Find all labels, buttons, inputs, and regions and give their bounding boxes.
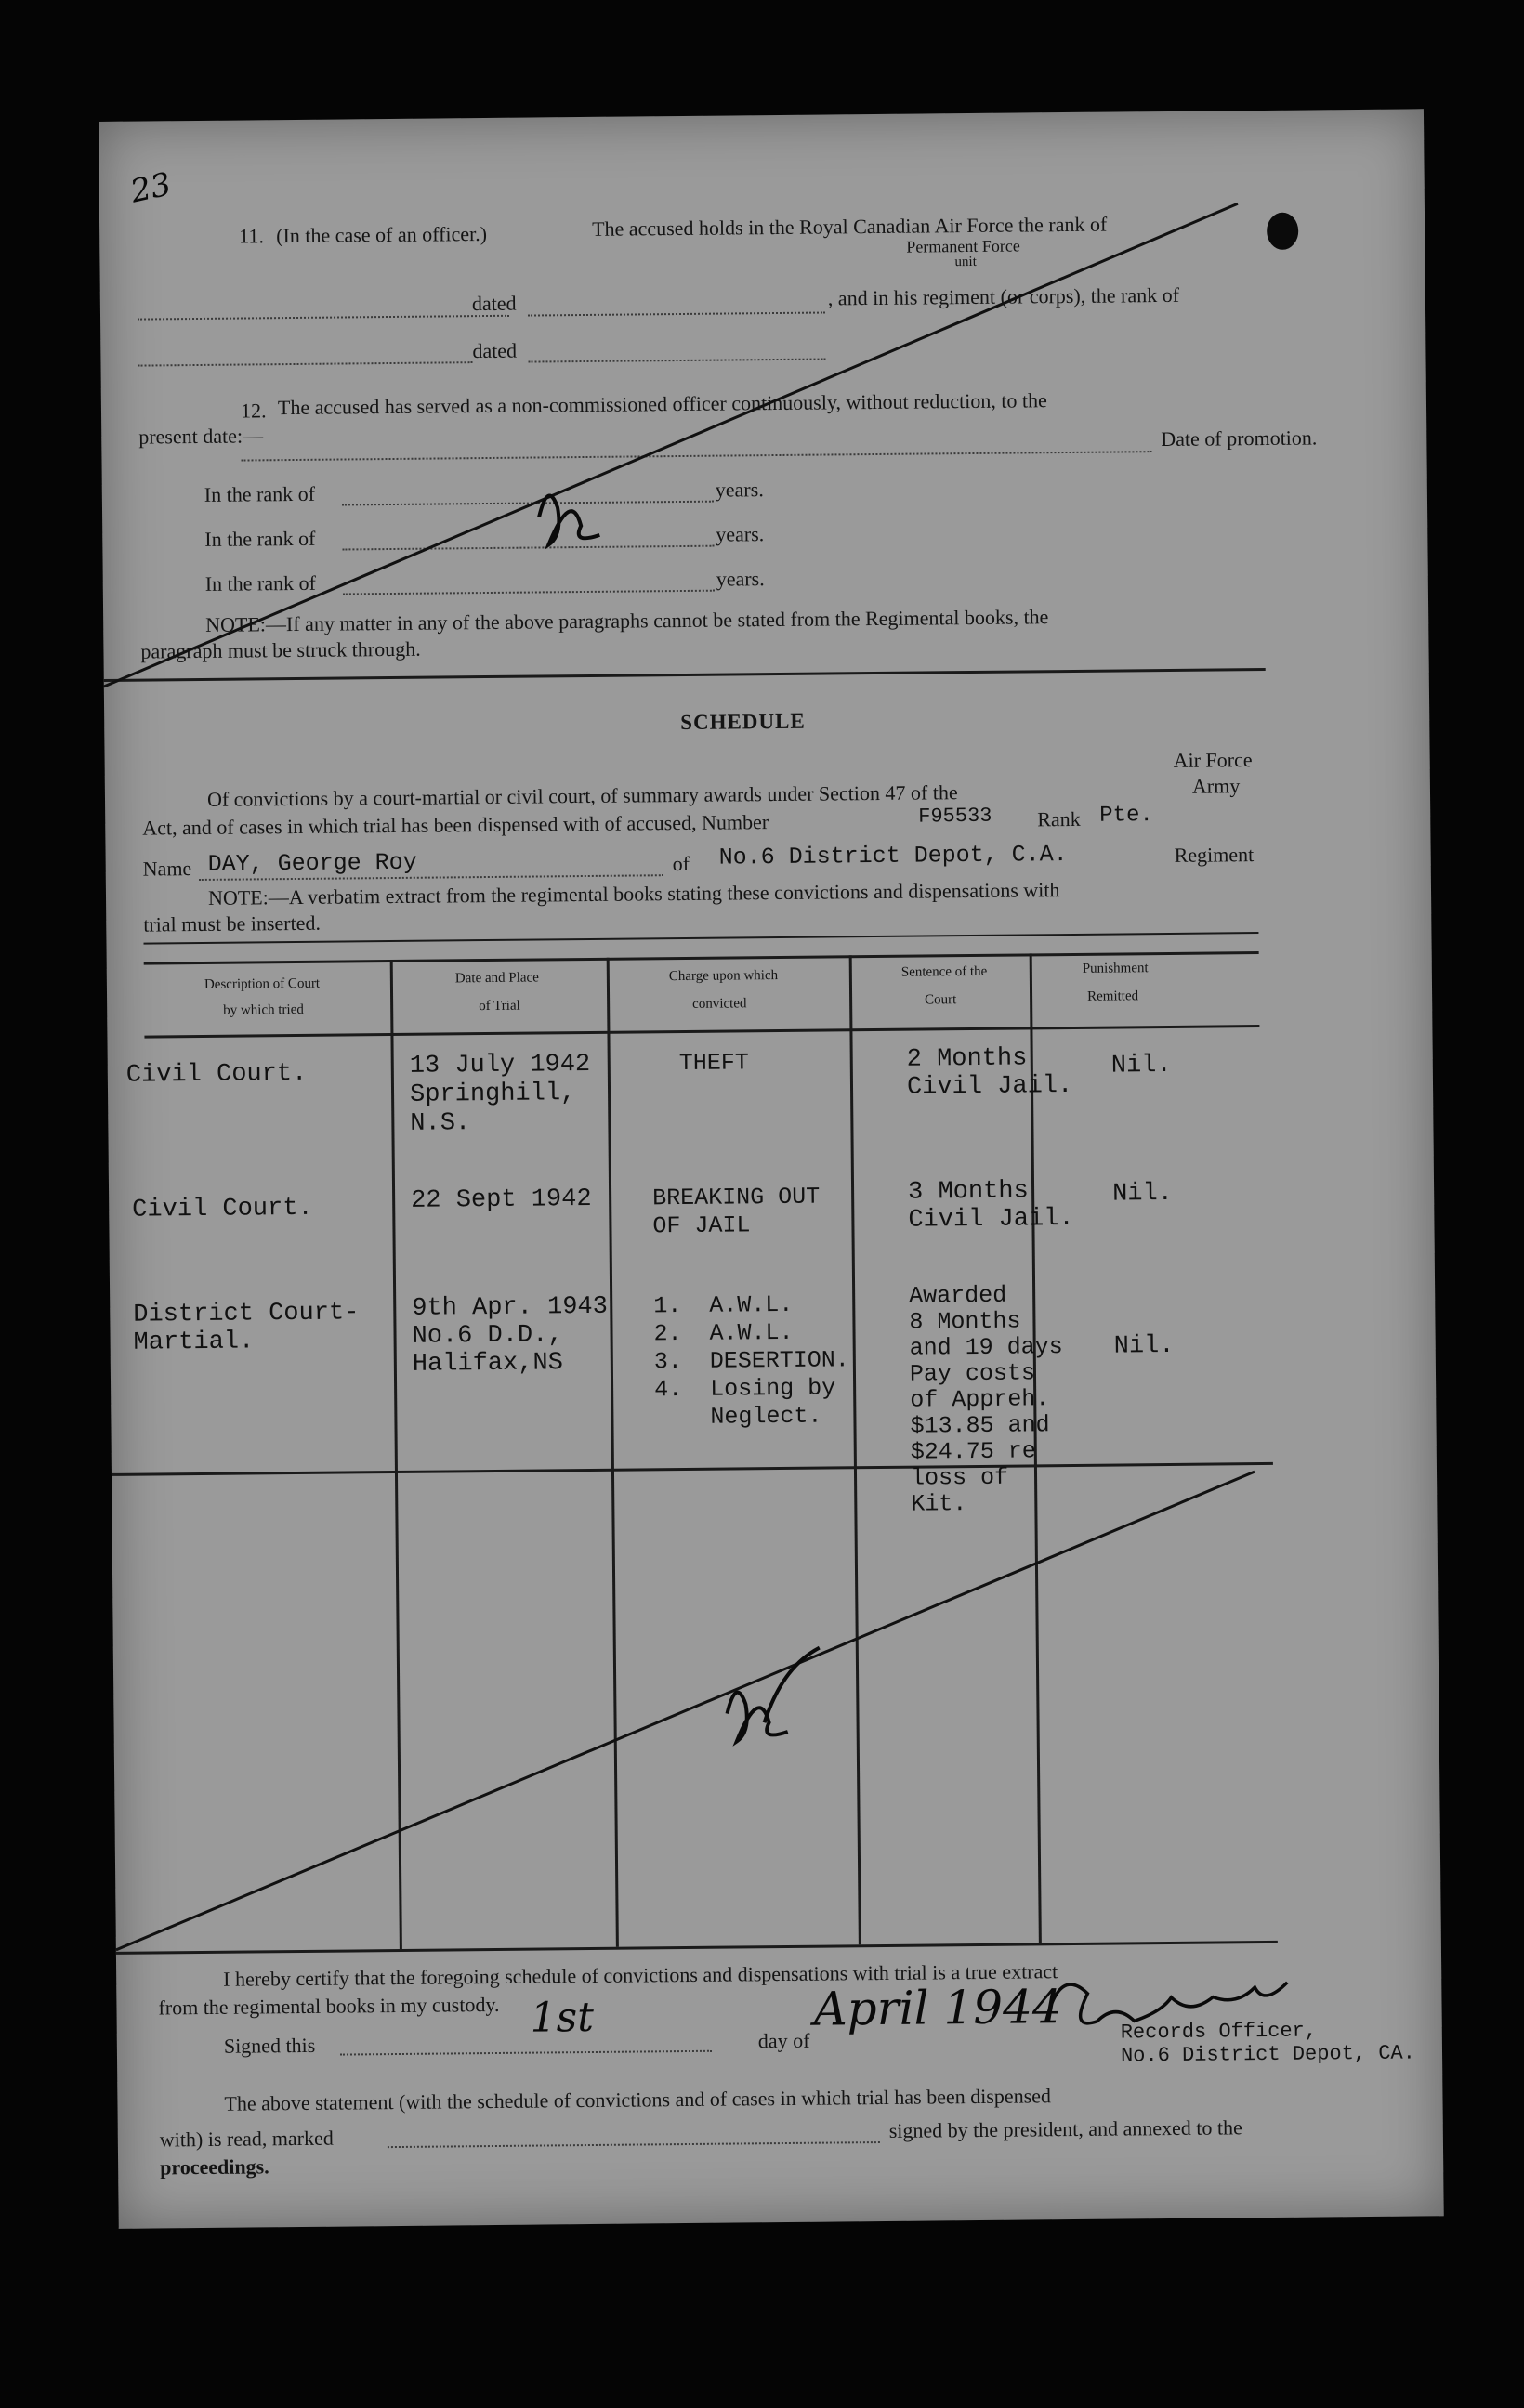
schedule-note: NOTE:—A verbatim extract from the regimental books stating these convictions and dispensations with [207, 878, 1060, 910]
signed-day-value: 1st [530, 1993, 595, 2042]
regiment-rank-text: , and in his regiment (or corps), the rank of [827, 282, 1180, 310]
permanent-force-label: Permanent Force [906, 236, 1020, 256]
row1-sentence-line2: Civil Jail. [906, 1071, 1073, 1102]
section-11-number: 11. [239, 224, 264, 248]
schedule-intro-line2: Act, and of cases in which trial has been dispensed with of accused, Number [142, 810, 769, 840]
rank-label-3: In the rank of [204, 570, 317, 595]
of-label: of [672, 851, 690, 876]
section-11-officer-case: (In the case of an officer.) [276, 221, 488, 248]
row3-charge-line2: 2. A.W.L. [653, 1318, 794, 1348]
header-date-line2: of Trial [479, 998, 520, 1014]
row1-charge: THEFT [678, 1049, 749, 1078]
section-12-note: NOTE:—If any matter in any of the above paragraphs cannot be stated from the Regimental books, the [205, 605, 1049, 636]
schedule-note-cont: trial must be inserted. [143, 910, 322, 936]
years-label-3: years. [716, 567, 765, 591]
row1-court: Civil Court. [125, 1059, 308, 1090]
row3-sentence-line3: and 19 days [909, 1333, 1063, 1362]
regiment-label: Regiment [1174, 843, 1255, 867]
years-label-1: years. [715, 478, 764, 502]
header-sentence-line1: Sentence of the [900, 963, 988, 980]
header-sentence-line2: Court [925, 992, 957, 1008]
row1-date-line3: N.S. [410, 1109, 471, 1138]
row3-sentence-line5: of Appreh. [910, 1385, 1050, 1414]
rank-label: Rank [1037, 806, 1081, 831]
header-court-line1: Description of Court [204, 975, 321, 992]
row2-court: Civil Court. [132, 1194, 313, 1224]
section-12-note-cont: paragraph must be struck through. [140, 636, 421, 663]
row1-date-line1: 13 July 1942 [409, 1050, 591, 1080]
row3-charge-line5: Neglect. [654, 1402, 822, 1432]
row2-charge-line2: OF JAIL [652, 1211, 751, 1240]
row3-sentence-line9: Kit. [911, 1490, 967, 1518]
header-court-line2: by which tried [223, 1001, 304, 1018]
section-12-present-date: present date:— [138, 424, 264, 449]
dated-label-1: dated [471, 291, 517, 316]
row3-date-line1: 9th Apr. 1943 [412, 1292, 609, 1323]
row3-charge-line4: 4. Losing by [653, 1374, 836, 1404]
date-of-promotion-label: Date of promotion. [1161, 425, 1318, 452]
schedule-title: SCHEDULE [680, 709, 806, 735]
row3-sentence-line7: $24.75 re [910, 1437, 1036, 1466]
row3-remitted: Nil. [1113, 1331, 1175, 1361]
row3-date-line2: No.6 D.D., [412, 1321, 563, 1351]
dated-label-2: dated [472, 338, 518, 363]
signed-month-value: April 1944 [813, 1980, 1062, 2036]
section-12-text: The accused has served as a non-commissioned officer continuously, without reduction, to the [277, 388, 1047, 420]
row1-remitted: Nil. [1110, 1051, 1172, 1080]
accused-name: DAY, George Roy [207, 848, 417, 878]
row2-remitted: Nil. [1111, 1179, 1174, 1209]
header-date-line1: Date and Place [454, 970, 539, 987]
section-11-rank-text: The accused holds in the Royal Canadian Air Force the rank of [592, 212, 1108, 241]
row2-sentence-line1: 3 Months [907, 1177, 1029, 1207]
rank-label-1: In the rank of [204, 481, 316, 506]
air-force-label: Air Force [1173, 748, 1253, 772]
page-number: 23 [126, 165, 175, 211]
depot-label: No.6 District Depot, CA. [1120, 2041, 1416, 2068]
row3-court-line2: Martial. [133, 1328, 255, 1357]
signed-this-label: Signed this [223, 2033, 316, 2058]
row3-charge-line1: 1. A.W.L. [653, 1290, 794, 1320]
statement-line2a: with) is read, marked [159, 2126, 334, 2152]
years-label-2: years. [716, 522, 765, 546]
statement-line3: proceedings. [160, 2154, 269, 2179]
officer-signature [99, 109, 1444, 2229]
row1-date-line2: Springhill, [409, 1080, 576, 1109]
records-officer-label: Records Officer, [1120, 2019, 1318, 2045]
statement-line2b: signed by the president, and annexed to the [888, 2115, 1242, 2142]
row3-sentence-line2: 8 Months [909, 1307, 1021, 1336]
row2-charge-line1: BREAKING OUT [652, 1183, 821, 1212]
day-of-label: day of [757, 2028, 810, 2053]
row3-sentence-line8: loss of [910, 1463, 1009, 1492]
schedule-intro-line1: Of convictions by a court-martial or civil court, of summary awards under Section 47 of the [206, 780, 958, 811]
statement-line1: The above statement (with the schedule of convictions and of cases in which trial has been dispensed [224, 2084, 1052, 2115]
header-charge-line2: convicted [692, 996, 747, 1012]
row1-sentence-line1: 2 Months [906, 1044, 1028, 1074]
header-remitted-line2: Remitted [1087, 988, 1139, 1004]
name-label: Name [142, 857, 192, 881]
row3-sentence-line6: $13.85 and [910, 1411, 1050, 1440]
army-label: Army [1191, 774, 1241, 798]
header-remitted-line1: Punishment [1082, 961, 1149, 976]
row3-court-line1: District Court- [133, 1299, 360, 1329]
row2-date: 22 Sept 1942 [411, 1184, 592, 1215]
row3-sentence-line1: Awarded [909, 1281, 1007, 1310]
rank-value: Pte. [1099, 803, 1153, 829]
unit-value: No.6 District Depot, C.A. [718, 841, 1068, 871]
service-number: F95533 [918, 804, 992, 829]
row3-sentence-line4: Pay costs [909, 1359, 1036, 1388]
section-12-number: 12. [240, 399, 267, 423]
header-charge-line1: Charge upon which [668, 968, 779, 985]
certify-line1: I hereby certify that the foregoing schedule of convictions and dispensations with trial is a true extract [223, 1959, 1058, 1991]
rank-label-2: In the rank of [204, 526, 316, 551]
document-sheet [99, 109, 1444, 2229]
row2-sentence-line2: Civil Jail. [908, 1204, 1074, 1235]
row3-date-line3: Halifax,NS [412, 1349, 564, 1379]
row3-charge-line3: 3. DESERTION. [653, 1346, 850, 1376]
unit-label: unit [954, 254, 977, 270]
certify-line2: from the regimental books in my custody. [158, 1992, 500, 2020]
